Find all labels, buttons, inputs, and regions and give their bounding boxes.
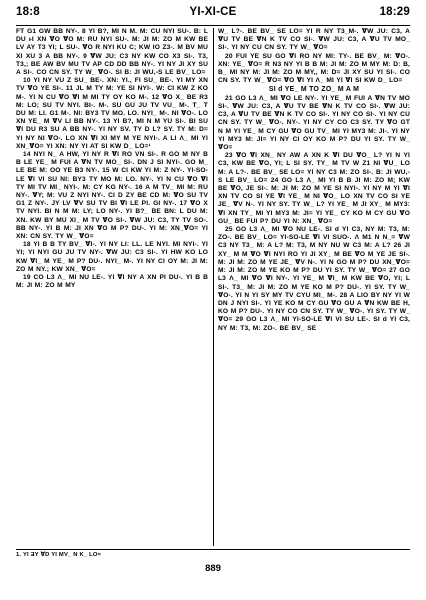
verse-paragraph: 19 CO L3 Ʌ_ MI NU LE-. YI ⱯI NY A XN PI DU-. YI B B M: JI M: ZO M MY <box>16 274 208 290</box>
chapter-verse-start: 18:8 <box>16 6 40 18</box>
footnote-rule <box>16 549 410 550</box>
chapter-verse-end: 18:29 <box>379 6 410 18</box>
verse-paragraph: 14 NYI N_ A HW, YI NY R ⱯI RO VN SI-. R GO M NY B B LE YE_ M FUI A ⱯN TV MO_ SI-. DN J SI NYI-. GO M_ LE BE M: OO YE B3 NY-. 15 W CI KW YI M: Z NY-. YI-SO-LE ⱯI VI SU NI: BY3 TY MO M: LO. NY-. YI N CU ⱯO ⱯI TY MI TV MI_ NYI-. M: CY KG NY-. 16 A M TV_ MI M: RU NY-. ⱯY; M: VU Z NYI NY-. CI D ZY BE CD M: ⱯO SU TV G1 Z NY-. JY LV ⱯV SU TV BI ⱯI LE PI. GI NY-. 17 ⱯO X TV NYI. BI N M M: LY; LO NY-. YI B?_ BE BN: L DU M: XN. KW BY MU XI_ M TV ⱯO SI-. ⱯW JU: C3, TY TV SO-. BB NY-. YI B M: JI XN ⱯO M P? DU-. YI M: XN_ⱯO= YI XN: CN SY. TY W_ ⱯO= <box>16 151 208 241</box>
verse-paragraph: FT G1 GW BB NY-. 8 YI B?, MI N M. M: CU NYI SU-. B: L DU ⱶI XN ⱯO ⱯO M: RU NYI SU-. M: JI M: ZO M KW BE LV AY T3 YI; L SU-. ⱯO R NYI KU C; KW IO Z3-. M BV MU XI XU 3 A BB NY-. 9 ⱯW JU: C3 NY KW CO X3 SI-. T3, T3,; BE AW BV MU TV AP CD DD BB NY-. YI NY JI XY SU A SI-. CO CN SY. TY W_ ⱯO-. SI B: JI WU,-S LE BV_ LO= <box>16 28 208 77</box>
verse-paragraph: 18 YI B B TY BV_ ⱯI-. YI NY LI: LL. LE NYI. MI NYI-. YI YI; YI NYI GU JU TV NY-. ⱯW JU: C3 SI-. YI HW KO LO KW ⱯI_ M YE_ M P? DU-. NYI_ M-. YI NY CI OY M: JI M: ZO M NY.; KW XN_ ⱯO= <box>16 241 208 273</box>
verse-paragraph: 23 ⱯO ⱯI XN_ NY AW A XN K ⱯI DU ⱯO_ L? YI N YI C3, KW BE ⱯO, YI; L SI SY. TY_ M TV W Z1 NI ⱯU_ LO M: A L?-. BE BV_ SE LO= YI NY C3 M: ZO SI-. B: JI WU,-S LE BV_ LO= 24 GO L3 Ʌ_ MI YI B B JI M: ZO M; KW BE ⱯO, JE SI-. M: JI M: ZO M YE SI NYI-. YI NY M YI ⱯI XN TV CO SI YE ⱯI YE_ M NI ⱯO_ LO XN TV CO SI YE JE_ ⱯV N-. YI NY SY. TY W_ L? YI YE_ M JI XY_ M MY3: ⱯI XN TY_ MI YI MY3 M: JI= YI YE_ CY KO M CY GU ⱯO GU_ BE FUI P? DU YI N: XN_ ⱯO= <box>218 152 410 225</box>
verse-paragraph: W_ L?-. BE BV_ SE LO= YI R NY T3_M-. ⱯW JU: C3, A ⱯU TV BE ⱯN K TV CO SI-. ⱯW JU: C3, A ⱯU TV MO_ SI-. YI NY CU CN SY. TY W_ ⱯO= <box>218 28 410 52</box>
left-column <box>16 28 208 574</box>
verse-paragraph: 25 GO L3 Ʌ_ MI ⱯO NU LE-. SI d YI C3, NY M: T3, M: ZO-. BE BV_ LO= YI-SO-LE ⱯI VI SUO-. Ʌ M1 N N_= ⱯW C3 NY T3_ M: A L? M: T3, M NY NU W C3 M: A L? 26 JI XY_ M M ⱯO ⱯI NYI RO YI JI XY_ M BE ⱯO M YE JE SI-. M: JI M: ZO M YE JE_ ⱯV N-. YI N GO M P? DU XN_ⱯO= M: JI M: ZO M YE KO M P? DU YI SY. TY W_ ⱯO= 27 GO L3 Ʌ_ MI ⱯO ⱯI NY-. YI YE_ M ⱯI_ M KW BE ⱯO, YI; L SI-. T3_ M: JI M: ZO M YE KO M P? DU-. YI SY. TY W_ ⱯO-. YI N YI SY MY TV CYU MI_ M-. 28 A LIO BY NY YI W DN J NYI SI-. YI YE KO M CY GU ⱯO GU A ⱯN KW BE H, KO M P? DU-. YI NY CO CN SY. TY W_ ⱯO-. YI SY. TY W_ ⱯO= 29 GO L3 Ʌ_ MI YI-SO-LE ⱯI VI SU LE-. SI d YI C3, NY M: T3, M: ZO-. BE BV_ SE <box>218 226 410 332</box>
running-header <box>16 6 410 24</box>
verse-paragraph: 10 YI NY VU Z SU_ BE-. XN: YI., FI SU_ BE-. YI MY XN TV ⱯO YE SI-. 11 JL M TY M: YE SI NYI-. W: CI KW Z KO M-. YI N CU ⱯO ⱯI M MI TY OY KO M-. 12 ⱯO X_ BE R3 M: LO; SU TV NYI. BI-. M-. SU GU JU TV VU_ M-. T_ T DU M: LI. G1 M-. NI: BY3 TV MO. LO. NYI_ M-. NI ⱯO-. LO XN YE_ M ⱯV LI BB NY-. 13 YI B?, MI N M YU SI-. BI SU ⱯI DU R3 SU A BB NY-. YI NY SV. TY D L? SY. TY M: D= YI NY NI ⱯO-. LO XN ⱯI XI MY M YE NYI-. A LI Ʌ_ MI YI XN_ⱯO= YI XN: NY YI AT SI KW D_ LO=¹ <box>16 77 208 150</box>
page-number: 889 <box>205 563 221 574</box>
section-heading: SI d YE_ M TO ZO_ M A M <box>268 86 360 94</box>
header-rule <box>16 25 410 26</box>
verse-paragraph: 20 FUI YE SU GO ⱯI RO NY MI: TY-. BE BV_ M: ⱯO-. XN: YE_ ⱯO= R N3 NY YI B B M: JI M: ZO M MY M: D: B, B_ MI NY M: JI M: ZO M MY,, M: D= JI XY SU YI SI-. CO CN SY. TY W_ ⱯO= ⱯO ⱯI YI Ʌ_ MI YI ⱯI SI KW D_ LO= <box>218 52 410 85</box>
footnote: 1. YI ƎY ⱯD YI MV_ N K_ LO= <box>16 552 102 558</box>
book-title: YI-XI-CE <box>189 6 237 18</box>
column-divider <box>213 28 214 546</box>
verse-paragraph: 21 GO L3 Ʌ_ MI ⱯO LE NY-. YI YE_ M FUI A ⱯN TV MO SI-. ⱯW JU: C3, A ⱯU TV BE ⱯN K TV CO SI-. ⱯW JU: C3, A ⱯU TV BE ⱯN K TV CO SI-. YI NY CO SI-. YI NY CU CN SY. TY W_ ⱯO-. NY-. YI NY CY CO C3 SY. TY ⱯO GT N M YI YE_ M CY GU ⱯO GU TV_ MI YI MY3 M: JI-. YI NY YI MY3 M: JI= YI NY CI OY KO M P? DU YI SY. TY W_ ⱯO= <box>218 94 410 152</box>
right-column <box>218 28 410 574</box>
